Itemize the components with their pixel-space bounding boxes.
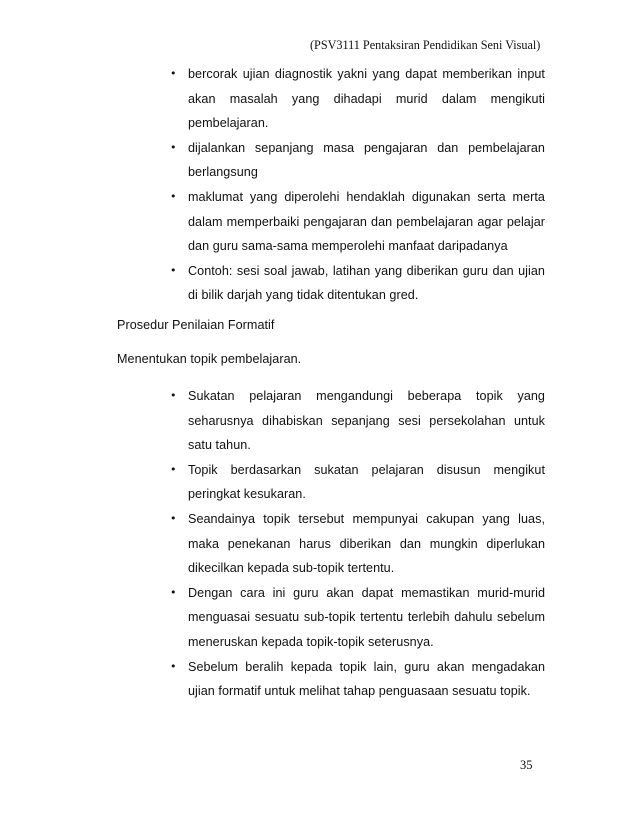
list-item xyxy=(0,458,638,507)
list-item xyxy=(0,136,638,185)
bullet-icon: • xyxy=(170,659,177,673)
section-heading: Prosedur Penilaian Formatif xyxy=(117,318,275,332)
list-item xyxy=(0,384,638,458)
list-item-text: bercorak ujian diagnostik yakni yang dapat memberikan input akan masalah yang dihadapi murid dalam mengikuti pembelajaran. xyxy=(188,67,545,131)
bullet-icon: • xyxy=(170,389,177,402)
section-subheading: Menentukan topik pembelajaran. xyxy=(117,352,302,366)
list-item xyxy=(0,62,638,136)
list-item xyxy=(0,185,638,259)
list-item-text: dijalankan sepanjang masa pengajaran dan pembelajaran berlangsung xyxy=(188,140,545,180)
list-item-text: Dengan cara ini guru akan dapat memastikan murid-murid menguasai sesuatu sub-topik tertentu terlebih dahulu sebelum meneruskan kepada topik-topik seterusnya. xyxy=(188,585,545,649)
bullet-icon: • xyxy=(170,462,177,476)
bullet-list-characteristics xyxy=(0,62,638,308)
bullet-icon: • xyxy=(170,67,177,80)
list-item-text: maklumat yang diperolehi hendaklah digunakan serta merta dalam memperbaiki pengajaran dan pembelajaran agar pelajar dan guru sama-sama memperolehi manfaat daripadanya xyxy=(188,189,545,254)
bullet-icon: • xyxy=(170,263,177,277)
page-number: 35 xyxy=(520,758,533,772)
list-item xyxy=(0,507,638,581)
list-item-text: Contoh: sesi soal jawab, latihan yang diberikan guru dan ujian di bilik darjah yang tidak ditentukan gred. xyxy=(188,263,545,303)
bullet-list-procedure xyxy=(0,384,638,704)
list-item-text: Sebelum beralih kepada topik lain, guru akan mengadakan ujian formatif untuk melihat tahap penguasaan sesuatu topik. xyxy=(188,659,545,699)
bullet-icon: • xyxy=(170,140,177,154)
running-header: (PSV3111 Pentaksiran Pendidikan Seni Visual) xyxy=(310,38,541,52)
bullet-icon: • xyxy=(170,511,177,525)
list-item xyxy=(0,259,638,308)
list-item xyxy=(0,655,638,704)
bullet-icon: • xyxy=(170,189,177,203)
list-item xyxy=(0,581,638,655)
bullet-icon: • xyxy=(170,585,177,599)
list-item-text: Topik berdasarkan sukatan pelajaran disusun mengikut peringkat kesukaran. xyxy=(188,462,545,502)
list-item-text: Seandainya topik tersebut mempunyai cakupan yang luas, maka penekanan harus diberikan dan mungkin diperlukan dikecilkan kepada sub-topik tertentu. xyxy=(188,511,545,576)
list-item-text: Sukatan pelajaran mengandungi beberapa topik yang seharusnya dihabiskan sepanjang sesi persekolahan untuk satu tahun. xyxy=(188,389,545,453)
